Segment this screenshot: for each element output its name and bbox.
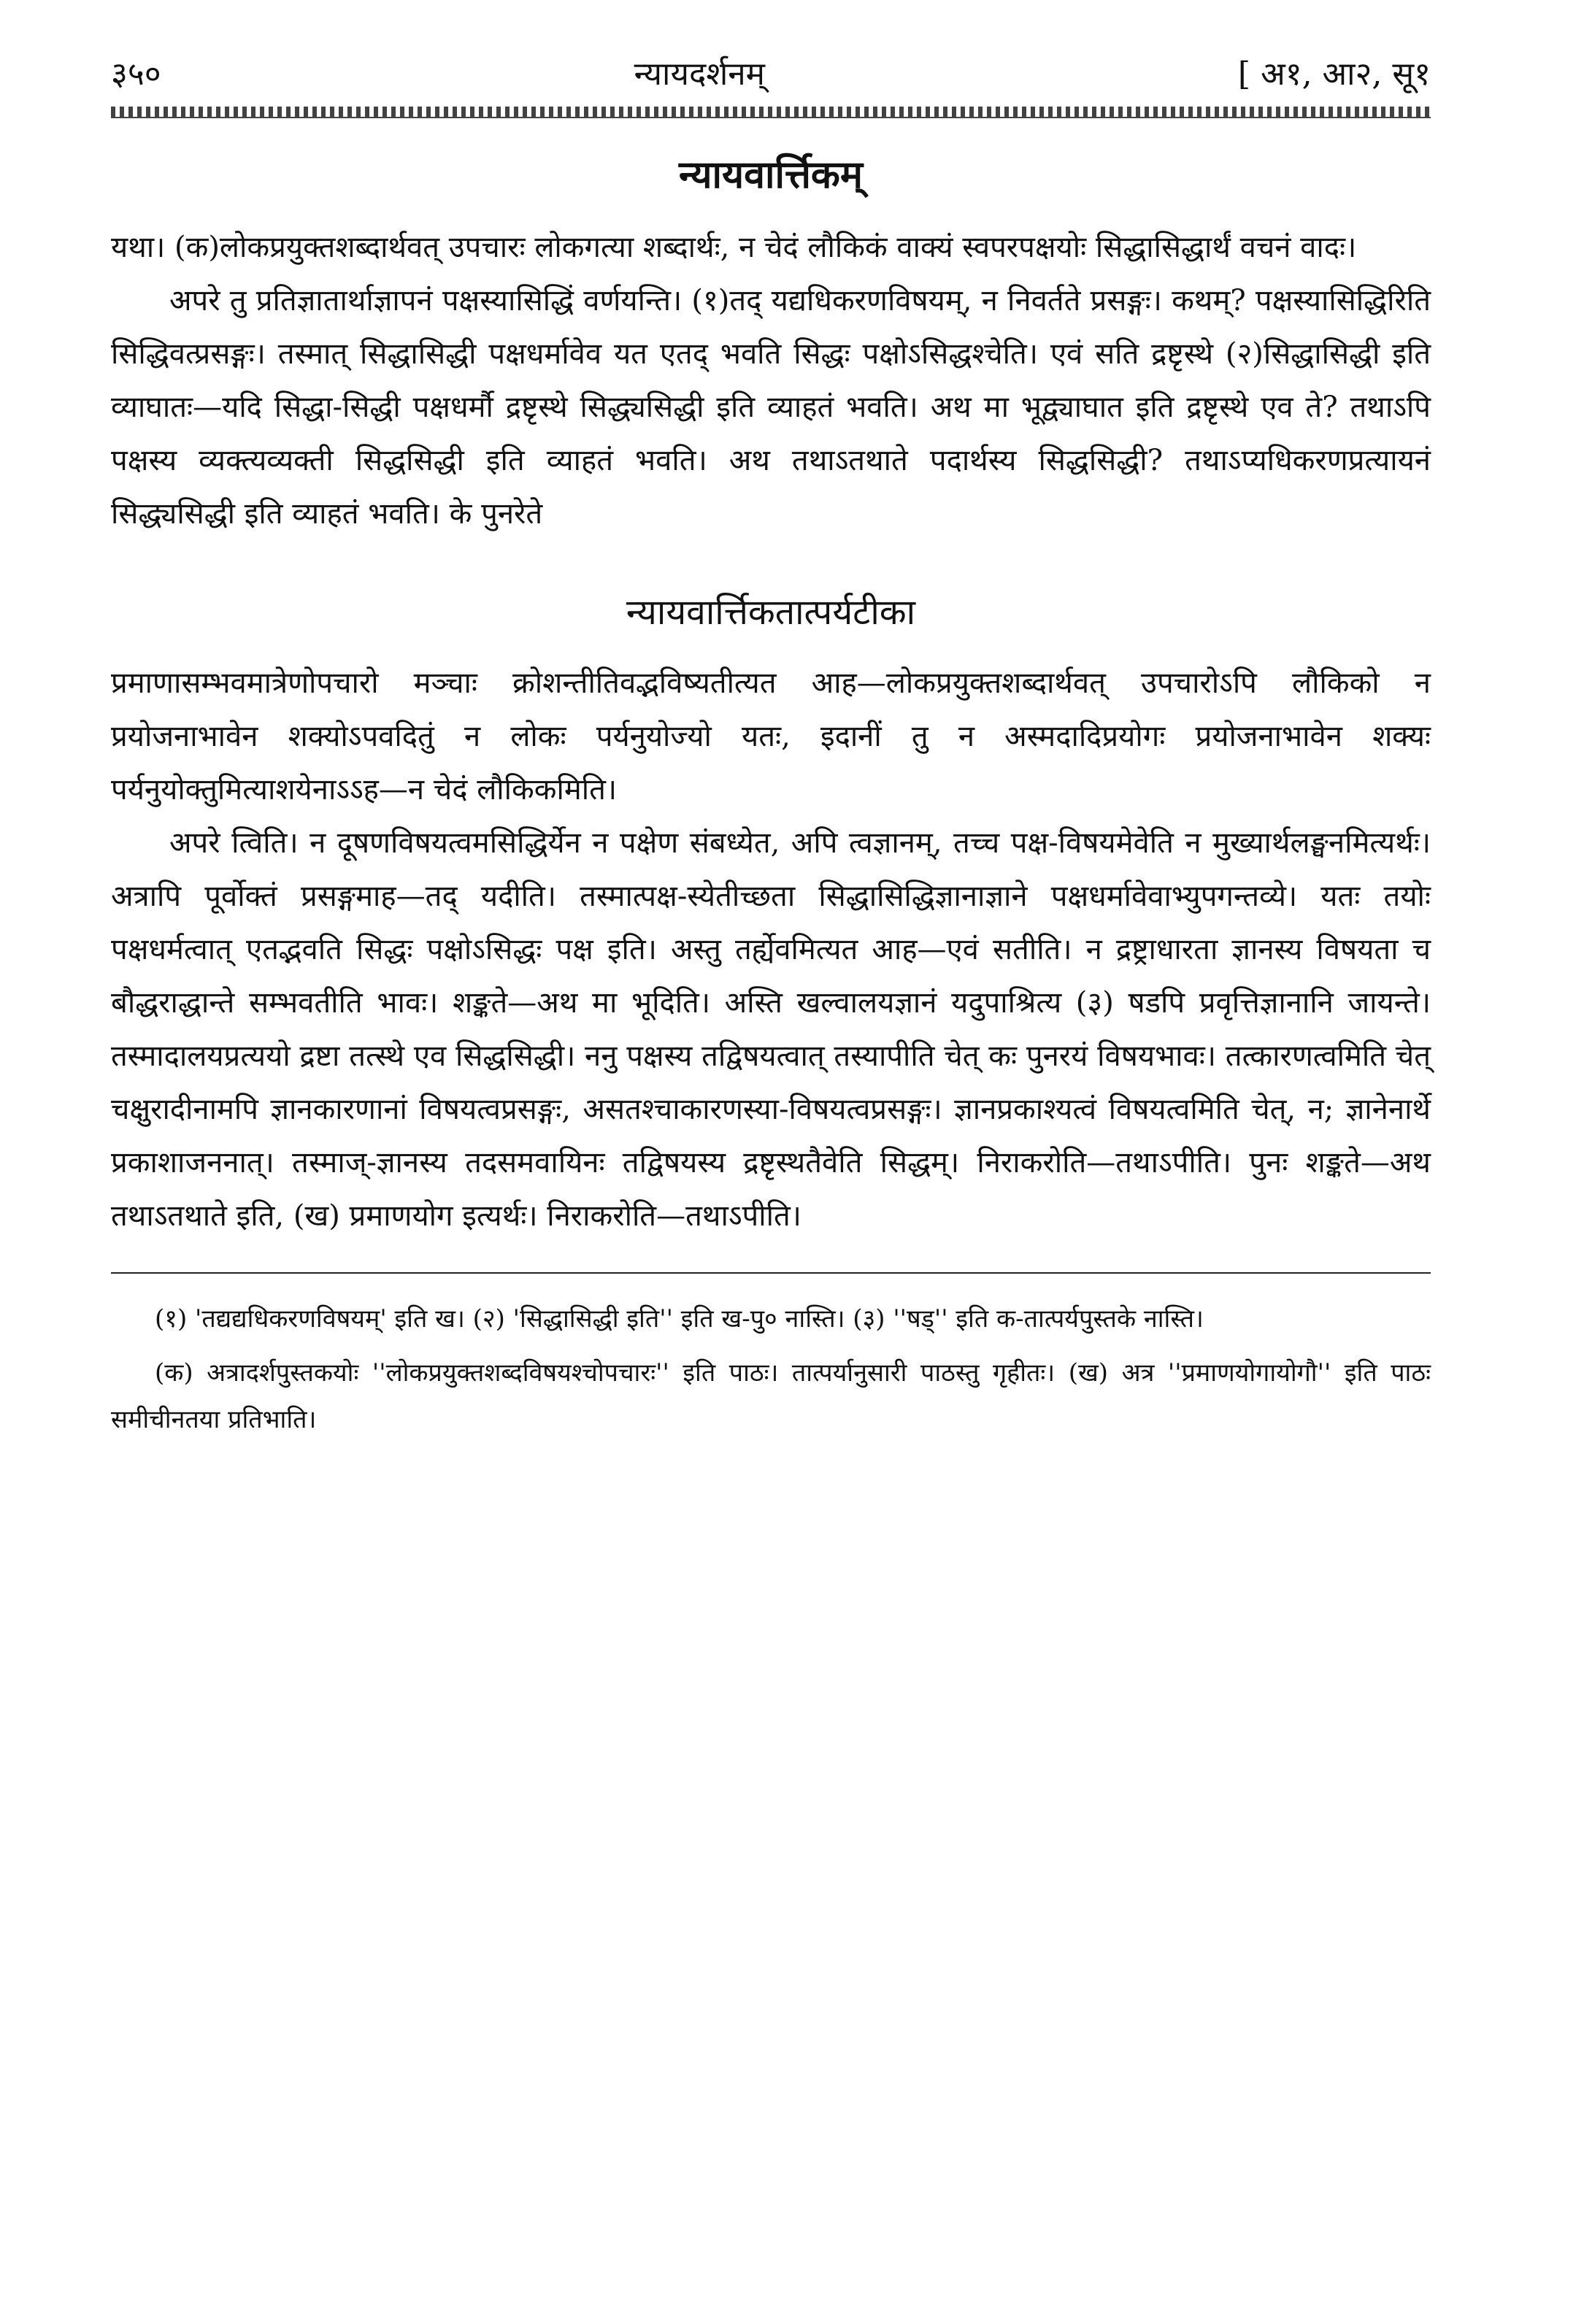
footnote: (क) अत्रादर्शपुस्तकयोः ''लोकप्रयुक्तशब्दविषयश्चोपचारः'' इति पाठः। तात्पर्यानुसारी पाठस्तु गृहीतः। (ख) अत्र ''प्रमाणयोगायोगौ'' इति पाठः समीचीनतया प्रतिभाति।: [111, 1358, 1431, 1434]
page-number: ३५०: [111, 55, 161, 93]
chapter-reference: [ अ१, आ२, सू१: [1237, 55, 1431, 93]
tika-paragraph: प्रमाणासम्भवमात्रेणोपचारो मञ्चाः क्रोशन्तीतिवद्भविष्यतीत्यत आह—लोकप्रयुक्तशब्दार्थवत् उपचारोऽपि लौकिको न प्रयोजनाभावेन शक्योऽपवदितुं न लोकः पर्यनुयोज्यो यतः, इदानीं तु न अस्मदादिप्रयोगः प्रयोजनाभावेन शक्यः पर्यनुयोक्तुमित्याशयेनाऽऽह—न चेदं लौकिकमिति।: [111, 666, 1431, 807]
book-title: न्यायदर्शनम्: [634, 55, 765, 93]
section-title-vartika: न्यायवार्त्तिकम्: [679, 153, 863, 197]
vartika-paragraph: अपरे तु प्रतिज्ञातार्थाज्ञापनं पक्षस्यासिद्धिं वर्णयन्ति। (१)तद् यद्यधिकरणविषयम्, न निवर्तते प्रसङ्गः। कथम्? पक्षस्यासिद्धिरिति सिद्धिवत्प्रसङ्गः। तस्मात् सिद्धासिद्धी पक्षधर्मावेव यत एतद् भवति सिद्धः पक्षोऽसिद्धश्चेति। एवं सति द्रष्टृस्थे (२)सिद्धासिद्धी इति व्याघातः—यदि सिद्धा-सिद्धी पक्षधर्मौ द्रष्टृस्थे सिद्ध्यसिद्धी इति व्याहतं भवति। अथ मा भूद्व्याघात इति द्रष्टृस्थे एव ते? तथाऽपि पक्षस्य व्यक्त्यव्यक्ती सिद्धसिद्धी इति व्याहतं भवति। अथ तथाऽतथाते पदार्थस्य सिद्धसिद्धी? तथाऽप्यधिकरणप्रत्यायनं सिद्ध्यसिद्धी इति व्याहतं भवति। के पुनरेते: [111, 284, 1431, 531]
footnote-divider: [111, 1272, 1431, 1274]
footnote: (१) 'तद्यद्यधिकरणविषयम्' इति ख। (२) 'सिद्धासिद्धी इति'' इति ख-पु० नास्ति। (३) ''षड्'' इति क-तात्पर्यपुस्तके नास्ति।: [155, 1304, 1204, 1334]
vartika-paragraph: यथा। (क)लोकप्रयुक्तशब्दार्थवत् उपचारः लोकगत्या शब्दार्थः, न चेदं लौकिकं वाक्यं स्वपरपक्षयोः सिद्धासिद्धार्थं वचनं वादः।: [111, 231, 1357, 264]
page-header: [111, 47, 1431, 98]
tika-paragraph: अपरे त्विति। न दूषणविषयत्वमसिद्धिर्येन न पक्षेण संबध्येत, अपि त्वज्ञानम्, तच्च पक्ष-विषयमेवेति न मुख्यार्थलङ्घनमित्यर्थः। अत्रापि पूर्वोक्तं प्रसङ्गमाह—तद् यदीति। तस्मात्पक्ष-स्येतीच्छता सिद्धासिद्धिज्ञानाज्ञाने पक्षधर्मावेवाभ्युपगन्तव्ये। यतः तयोः पक्षधर्मत्वात् एतद्भवति सिद्धः पक्षोऽसिद्धः पक्ष इति। अस्तु तर्ह्येवमित्यत आह—एवं सतीति। न द्रष्ट्राधारता ज्ञानस्य विषयता च बौद्धराद्धान्ते सम्भवतीति भावः। शङ्कते—अथ मा भूदिति। अस्ति खल्वालयज्ञानं यदुपाश्रित्य (३) षडपि प्रवृत्तिज्ञानानि जायन्ते। तस्मादालयप्रत्ययो द्रष्टा तत्स्थे एव सिद्धसिद्धी। ननु पक्षस्य तद्विषयत्वात् तस्यापीति चेत् कः पुनरयं विषयभावः। तत्कारणत्वमिति चेत् चक्षुरादीनामपि ज्ञानकारणानां विषयत्वप्रसङ्गः, असतश्चाकारणस्या-विषयत्वप्रसङ्गः। ज्ञानप्रकाश्यत्वं विषयत्वमिति चेत्, न; ज्ञानेनार्थे प्रकाशाजननात्। तस्माज्-ज्ञानस्य तदसमवायिनः तद्विषयस्य द्रष्टृस्थतैवेति सिद्धम्। निराकरोति—तथाऽपीति। पुनः शङ्कते—अथ तथाऽतथाते इति, (ख) प्रमाणयोग इत्यर्थः। निराकरोति—तथाऽपीति।: [111, 826, 1431, 1233]
section-title-tika: न्यायवार्त्तिकतात्पर्यटीका: [626, 592, 916, 633]
header-divider: [111, 107, 1431, 118]
